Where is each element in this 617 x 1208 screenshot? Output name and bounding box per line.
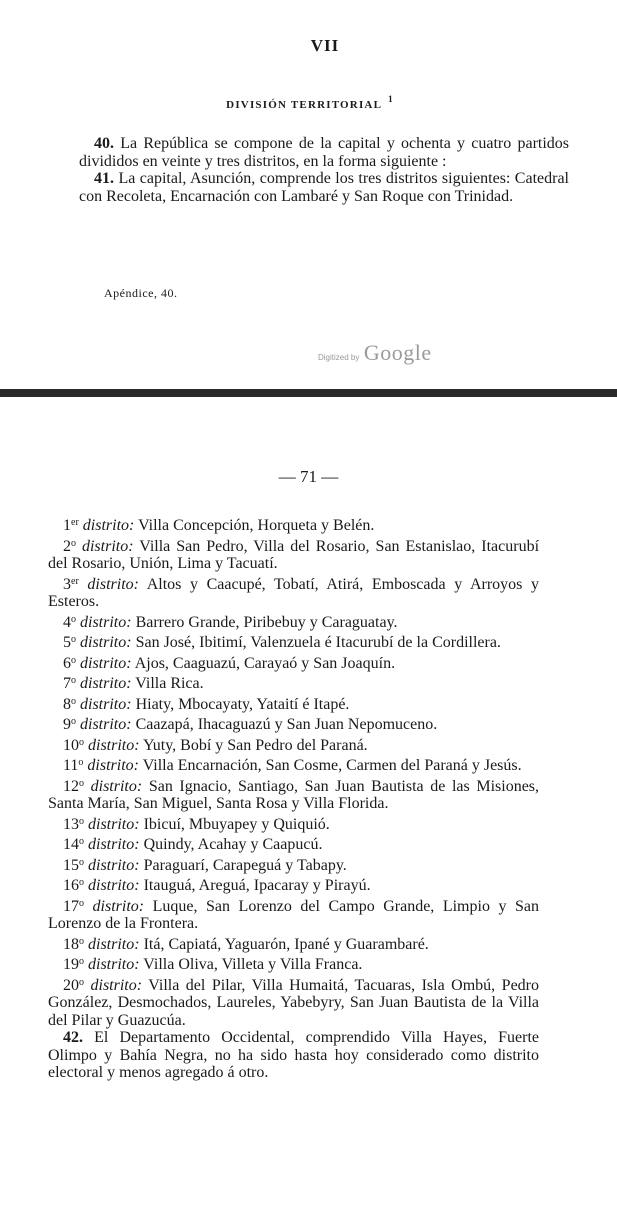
district-label: distrito: <box>88 956 140 973</box>
district-localities: Paraguarí, Carapeguá y Tabapy. <box>143 856 347 874</box>
district-entry <box>48 775 539 813</box>
digitized-watermark <box>318 340 432 366</box>
district-label: distrito: <box>87 757 139 774</box>
district-ordinal <box>63 956 84 973</box>
district-ordinal-number: 18 <box>63 935 79 953</box>
district-label: distrito: <box>80 675 132 692</box>
district-entry <box>48 833 539 854</box>
district-ordinal-number: 7 <box>63 675 71 692</box>
district-ordinal <box>63 936 84 953</box>
district-entry <box>48 974 539 1030</box>
district-localities: Itá, Capiatá, Yaguarón, Ipané y Guarambaré. <box>143 935 429 953</box>
district-ordinal-suffix: o <box>71 634 76 645</box>
district-ordinal-suffix: o <box>71 537 76 549</box>
district-ordinal-number: 1 <box>63 517 71 534</box>
district-ordinal-suffix: o <box>79 736 84 748</box>
district-ordinal-suffix: o <box>71 675 76 686</box>
district-label: distrito: <box>88 856 140 874</box>
section-title-text: DIVISIÓN TERRITORIAL <box>226 99 383 111</box>
district-ordinal-suffix: o <box>79 856 84 868</box>
district-ordinal-number: 17 <box>63 897 79 915</box>
district-ordinal-number: 10 <box>63 736 79 754</box>
district-entry <box>48 514 539 535</box>
district-ordinal-number: 3 <box>63 575 71 593</box>
district-localities: Itauguá, Areguá, Ipacaray y Pirayú. <box>143 877 371 894</box>
district-ordinal-number: 6 <box>63 654 71 672</box>
district-entry <box>48 953 539 974</box>
article-42 <box>48 1029 539 1082</box>
district-localities: San José, Ibitimí, Valenzuela é Itacurubí de la Cordillera. <box>135 634 501 651</box>
district-ordinal-number: 5 <box>63 634 71 651</box>
district-localities: Ajos, Caaguazú, Carayaó y San Joaquín. <box>134 654 396 672</box>
district-ordinal-suffix: o <box>71 716 76 727</box>
district-ordinal <box>63 517 79 534</box>
footnote-marker: 1 <box>388 94 394 104</box>
district-entry <box>48 874 539 895</box>
district-ordinal-suffix: o <box>79 836 84 847</box>
article-number: 42. <box>63 1029 83 1046</box>
district-ordinal <box>63 757 83 774</box>
district-entry <box>48 693 539 714</box>
district-localities: Altos y Caacupé, Tobatí, Atirá, Emboscada y Arroyos y Esteros. <box>48 575 540 610</box>
district-label: distrito: <box>80 716 132 733</box>
district-ordinal <box>63 857 84 874</box>
district-localities: San Ignacio, Santiago, San Juan Bautista de las Misiones, Santa María, San Miguel, Santa Rosa y Villa Florida. <box>48 777 540 812</box>
article-text: La República se compone de la capital y ochenta y cuatro partidos divididos en veinte y tres distritos, en la forma siguiente : <box>79 135 570 170</box>
district-ordinal-number: 8 <box>63 695 71 713</box>
district-label: distrito: <box>90 976 143 994</box>
district-entry <box>48 933 539 954</box>
district-ordinal-suffix: o <box>79 956 84 967</box>
district-ordinal-suffix: er <box>71 575 79 587</box>
page-number: — 71 — <box>278 467 339 486</box>
district-entry <box>48 734 539 755</box>
google-logo: Google <box>363 340 432 365</box>
district-ordinal-number: 14 <box>63 836 79 853</box>
district-localities: Villa Rica. <box>135 675 204 692</box>
district-ordinal <box>63 816 84 833</box>
district-ordinal <box>63 877 84 894</box>
district-ordinal-number: 12 <box>63 777 79 795</box>
district-ordinal <box>63 737 84 754</box>
district-ordinal-suffix: o <box>79 897 84 909</box>
district-ordinal <box>63 716 76 733</box>
district-label: distrito: <box>88 736 140 754</box>
chapter-numeral: VII <box>310 36 340 55</box>
district-ordinal-number: 2 <box>63 537 71 555</box>
district-ordinal <box>63 696 76 713</box>
district-localities: Barrero Grande, Piribebuy y Caraguatay. <box>135 613 398 631</box>
district-localities: Villa del Pilar, Villa Humaitá, Tacuaras, Isla Ombú, Pedro González, Desmochados, Laureles, Yabebyry, San Juan Bautista de la Villa del Pilar y Guazucúa. <box>48 976 540 1029</box>
district-label: distrito: <box>80 695 132 713</box>
district-label: distrito: <box>82 517 135 534</box>
district-ordinal <box>63 977 84 994</box>
district-ordinal-suffix: o <box>71 613 76 625</box>
district-label: distrito: <box>87 575 139 593</box>
district-localities: Luque, San Lorenzo del Campo Grande, Limpio y San Lorenzo de la Frontera. <box>48 897 540 932</box>
district-localities: Ibicuí, Mbuyapey y Quiquió. <box>143 815 330 833</box>
watermark-prefix: Digitized by <box>318 353 360 362</box>
district-localities: Villa San Pedro, Villa del Rosario, San Estanislao, Itacurubí del Rosario, Unión, Lima y Tacuatí. <box>48 537 540 572</box>
district-ordinal-suffix: o <box>79 976 84 988</box>
district-ordinal-suffix: o <box>79 815 84 827</box>
district-ordinal <box>63 655 76 672</box>
district-ordinal <box>63 634 76 651</box>
article-number: 40. <box>94 135 114 152</box>
district-ordinal-suffix: o <box>79 935 84 947</box>
district-ordinal-number: 13 <box>63 815 79 833</box>
district-localities: Hiaty, Mbocayaty, Yataití é Itapé. <box>135 695 350 713</box>
district-label: distrito: <box>88 877 140 894</box>
district-label: distrito: <box>80 613 132 631</box>
district-entry <box>48 611 539 632</box>
district-localities: Caazapá, Ihacaguazú y San Juan Nepomuceno. <box>135 716 438 733</box>
district-ordinal-number: 20 <box>63 976 79 994</box>
district-localities: Quindy, Acahay y Caapucú. <box>143 836 323 853</box>
district-ordinal-number: 4 <box>63 613 71 631</box>
article-40 <box>79 135 569 170</box>
district-label: distrito: <box>88 836 140 853</box>
district-ordinal-number: 11 <box>63 757 79 774</box>
district-ordinal-number: 16 <box>63 877 79 894</box>
district-ordinal-suffix: o <box>71 654 76 666</box>
page-divider <box>0 389 617 397</box>
district-ordinal-number: 15 <box>63 856 79 874</box>
district-ordinal-suffix: er <box>71 517 79 528</box>
district-ordinal <box>63 778 84 795</box>
district-label: distrito: <box>81 537 134 555</box>
district-entry <box>48 652 539 673</box>
district-label: distrito: <box>80 634 132 651</box>
article-number: 41. <box>94 170 114 187</box>
district-entry <box>48 713 539 734</box>
district-ordinal <box>63 614 76 631</box>
district-ordinal <box>63 576 79 593</box>
district-localities: Villa Concepción, Horqueta y Belén. <box>138 517 375 534</box>
article-block <box>79 135 569 205</box>
district-label: distrito: <box>88 935 140 953</box>
district-entry <box>48 754 539 775</box>
district-localities: Villa Encarnación, San Cosme, Carmen del Paraná y Jesús. <box>142 757 522 774</box>
district-entry <box>48 573 539 611</box>
district-ordinal <box>63 898 84 915</box>
district-label: distrito: <box>90 777 143 795</box>
district-ordinal-suffix: o <box>71 695 76 707</box>
district-ordinal-number: 9 <box>63 716 71 733</box>
article-text: La capital, Asunción, comprende los tres distritos siguientes: Catedral con Recoleta, Encarnación con Lambaré y San Roque con Trinidad. <box>79 170 570 205</box>
district-ordinal <box>63 836 84 853</box>
district-localities: Villa Oliva, Villeta y Villa Franca. <box>143 956 363 973</box>
district-label: distrito: <box>80 654 132 672</box>
district-list <box>48 514 539 1082</box>
district-ordinal-suffix: o <box>78 757 84 768</box>
district-entry <box>48 895 539 933</box>
district-localities: Yuty, Bobí y San Pedro del Paraná. <box>142 736 368 754</box>
district-entry <box>48 631 539 652</box>
district-entry <box>48 854 539 875</box>
district-ordinal-suffix: o <box>79 777 84 789</box>
district-entry <box>48 535 539 573</box>
footnote: Apéndice, 40. <box>104 286 178 300</box>
district-ordinal-suffix: o <box>79 877 84 888</box>
book-page-vii <box>0 0 617 389</box>
book-page-71 <box>0 397 617 1208</box>
district-ordinal <box>63 538 76 555</box>
district-entry <box>48 813 539 834</box>
district-ordinal <box>63 675 76 692</box>
district-ordinal-number: 19 <box>63 956 79 973</box>
article-text: El Departamento Occidental, comprendido Villa Hayes, Fuerte Olimpo y Bahía Negra, no ha sido hasta hoy considerado como distrito electoral y menos agregado á otro. <box>48 1029 539 1081</box>
district-label: distrito: <box>92 897 145 915</box>
district-label: distrito: <box>88 815 140 833</box>
article-41 <box>79 170 569 205</box>
district-entry <box>48 672 539 693</box>
section-title <box>0 94 617 111</box>
